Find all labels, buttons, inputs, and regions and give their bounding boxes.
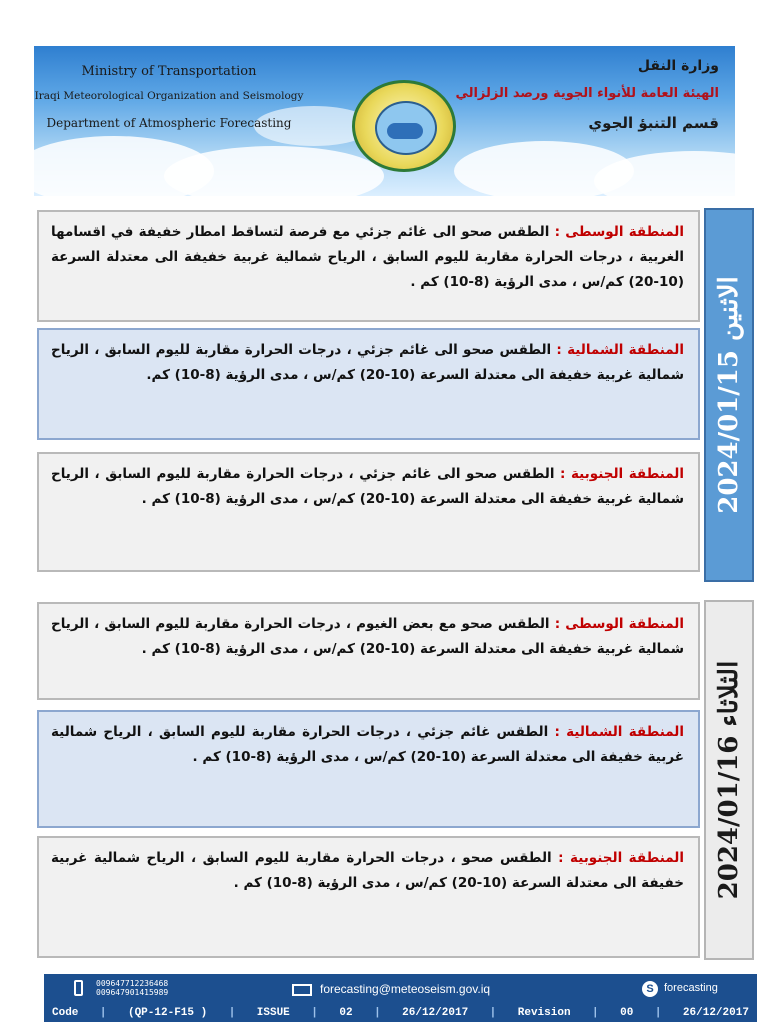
region-label: المنطقة الشمالية : bbox=[556, 342, 684, 358]
revision-value: 00 bbox=[620, 1007, 634, 1019]
forecast-text: الطقس صحو ، درجات الحرارة مقاربة لليوم السابق ، الرياح شمالية غربية خفيفة الى معتدلة السرعة (10-20) كم/س ، مدى الرؤية (8-10) كم . bbox=[51, 850, 684, 891]
region-label: المنطقة الجنوبية : bbox=[560, 466, 685, 482]
issue-date: 26/12/2017 bbox=[402, 1007, 469, 1019]
skype-icon: S bbox=[642, 981, 658, 997]
header-ar-line1: وزارة النقل bbox=[637, 58, 719, 74]
revision-date: 26/12/2017 bbox=[682, 1007, 749, 1019]
header-en-line2: Iraqi Meteorological Organization and Seismology bbox=[34, 90, 304, 102]
forecast-box bbox=[37, 602, 700, 700]
phone-numbers bbox=[96, 979, 168, 997]
day-label-bar bbox=[704, 208, 754, 582]
forecast-box bbox=[37, 710, 700, 828]
forecast-box bbox=[37, 452, 700, 572]
phone-icon bbox=[74, 980, 83, 996]
region-label: المنطقة الوسطى : bbox=[554, 224, 685, 240]
header-en-line1: Ministry of Transportation bbox=[81, 64, 257, 79]
day-label: الثلاثاء 2024/01/16 bbox=[714, 660, 744, 900]
header-ar-line3: قسم التنبؤ الجوي bbox=[588, 114, 719, 132]
forecast-text: الطقس صحو مع بعض الغيوم ، درجات الحرارة مقاربة لليوم السابق ، الرياح شمالية غربية خفيفة الى معتدلة السرعة (10-20) كم/س ، مدى الرؤية (8-10) كم . bbox=[51, 616, 684, 657]
region-label: المنطقة الوسطى : bbox=[554, 616, 684, 632]
header-en-line3: Department of Atmospheric Forecasting bbox=[46, 116, 292, 130]
day-label-bar bbox=[704, 600, 754, 960]
phone-number: 009647712236468 bbox=[96, 979, 169, 988]
issue-value: 02 bbox=[339, 1007, 353, 1019]
header-ar-line2: الهيئة العامة للأنواء الجوية ورصد الزلزالي bbox=[455, 86, 719, 101]
email-link[interactable]: forecasting@meteoseism.gov.iq bbox=[320, 982, 491, 996]
forecast-text: الطقس صحو الى غائم جزئي ، درجات الحرارة مقاربة لليوم السابق ، الرياح شمالية غربية خفيفة الى معتدلة السرعة (10-20) كم/س ، مدى الرؤية (8-10) كم. bbox=[51, 342, 684, 383]
footer bbox=[44, 974, 757, 1022]
forecast-text: الطقس صحو الى غائم جزئي ، درجات الحرارة مقاربة لليوم السابق ، الرياح شمالية غربية خفيفة الى معتدلة السرعة (10-20) كم/س ، مدى الرؤية (8-10) كم . bbox=[51, 466, 684, 507]
skype-handle[interactable]: forecasting bbox=[664, 982, 718, 994]
document-control-bar: Code | (QP-12-F15 ) | ISSUE | 02 | 26/12/2017 | Revision | 00 | 26/12/2017 bbox=[52, 1007, 749, 1019]
forecast-box bbox=[37, 328, 700, 440]
region-label: المنطقة الشمالية : bbox=[554, 724, 684, 740]
region-label: المنطقة الجنوبية : bbox=[558, 850, 684, 866]
revision-label: Revision bbox=[517, 1007, 571, 1019]
envelope-icon bbox=[292, 984, 312, 996]
day-label: الاثنين 2024/01/15 bbox=[714, 276, 744, 514]
forecast-box bbox=[37, 836, 700, 958]
forecast-text: الطقس صحو الى غائم جزئي مع فرصة لتساقط امطار خفيفة في اقسامها الغربية ، درجات الحرارة مقاربة لليوم السابق ، الرياح شمالية غربية خفيفة الى معتدلة السرعة (10-20) كم/س ، مدى الرؤية (8-10) كم . bbox=[51, 224, 684, 290]
code-label: Code bbox=[52, 1007, 79, 1019]
issue-label: ISSUE bbox=[256, 1007, 290, 1019]
forecast-text: الطقس غائم جزئي ، درجات الحرارة مقاربة لليوم السابق ، الرياح شمالية غربية خفيفة الى معتدلة السرعة (10-20) كم/س ، مدى الرؤية (8-10) كم . bbox=[51, 724, 684, 765]
phone-number: 009647901415989 bbox=[96, 988, 169, 997]
letterhead-banner bbox=[34, 46, 735, 196]
code-value: (QP-12-F15 ) bbox=[127, 1007, 208, 1019]
meteorology-seal-icon bbox=[352, 80, 456, 172]
forecast-box bbox=[37, 210, 700, 322]
